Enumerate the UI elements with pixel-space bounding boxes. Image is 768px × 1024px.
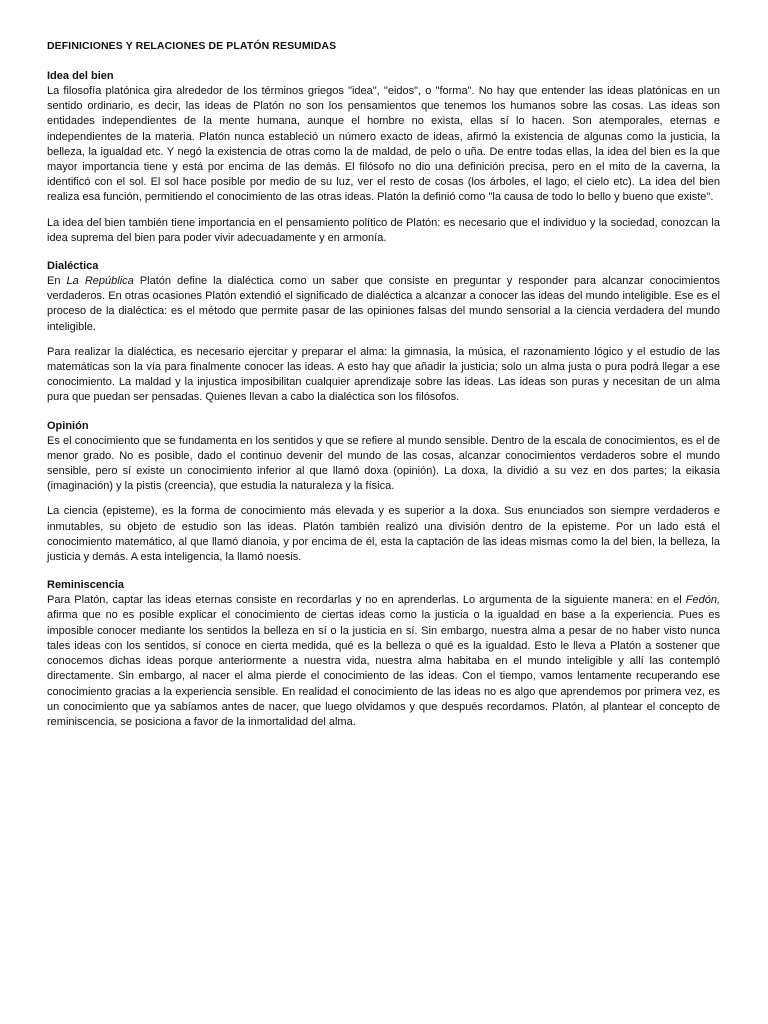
paragraph-text: En [47, 275, 67, 288]
section-reminiscencia [47, 579, 720, 730]
section-idea-del-bien [47, 70, 720, 246]
paragraph: Es el conocimiento que se fundamenta en los sentidos y que se refiere al mundo sensible. Dentro de la escala de conocimientos, es el de menor grado. No es posible, dado el continuo devenir del mundo de las cosas, alcanzar conocimientos verdaderos sobre el mundo sensible, pero sí existe un conocimiento inferior al que llamó doxa (opinión). La doxa, la dividió a su vez en dos partes; la eikasia (imaginación) y la pistis (creencia), que estudia la naturaleza y la física. [47, 434, 720, 493]
section-heading: Dialéctica [47, 260, 99, 273]
paragraph-text: Platón define la dialéctica como un saber que consiste en preguntar y responder para alcanzar conocimientos verdaderos. En otras ocasiones Platón extendió el significado de dialéctica a alcanzar a conocer las ideas del mundo inteligible. Ese es el proceso de la dialéctica: es el método que permite pasar de las opiniones falsas del mundo sensorial a la ciencia verdadera del mundo inteligible. [47, 275, 721, 333]
paragraph: Para realizar la dialéctica, es necesario ejercitar y preparar el alma: la gimnasia, la música, el razonamiento lógico y el estudio de las matemáticas son la vía para finalmente conocer las ideas. A esto hay que añadir la justicia; solo un alma justa o pura podrá llegar a ese conocimiento. La maldad y la injustica imposibilitan cualquier aprendizaje sobre las ideas. Las ideas son puras y necesitan de un alma pura que puedan ser pensadas. Quienes llevan a cabo la dialéctica son los filósofos. [47, 345, 720, 404]
book-title: Fedón, [685, 594, 720, 607]
paragraph-text: Para Platón, captar las ideas eternas consiste en recordarlas y no en aprenderlas. Lo argumenta de la siguiente manera: en el [47, 594, 686, 607]
paragraph [47, 593, 720, 730]
paragraph-text: afirma que no es posible explicar el conocimiento de ciertas ideas como la justicia o la igualdad en base a la experiencia. Pues es imposible conocer mediante los sentidos la belleza en sí o la justicia en sí. Sin embargo, nuestra alma a pesar de no haber visto nunca tales ideas con los sentidos, sí conoce en cierta medida, qué es la belleza o qué es la igualdad. Esto le lleva a Platón a sostener que conocemos dichas ideas porque anteriormente a nuestra vida, nuestra alma habitaba en el mundo inteligible y allí las contempló directamente. Sin embargo, al nacer el alma pierde el conocimiento de las ideas. Con el tiempo, vamos lentamente recuperando ese conocimiento gracias a la experiencia sensible. En realidad el conocimiento de las ideas no es algo que aprendemos por primera vez, es un conocimiento que ya sabíamos antes de nacer, que luego olvidamos y que después recordamos. Platón, al plantear el concepto de reminiscencia, se posiciona a favor de la inmortalidad del alma. [47, 609, 720, 728]
paragraph [47, 274, 720, 335]
book-title: La República [66, 275, 134, 288]
section-heading: Idea del bien [47, 70, 114, 82]
section-dialectica [47, 260, 720, 406]
paragraph: La idea del bien también tiene importancia en el pensamiento político de Platón: es necesario que el individuo y la sociedad, conozcan la idea suprema del bien para poder vivir adecuadamente y en armonía. [47, 216, 720, 244]
paragraph: La filosofía platónica gira alrededor de los términos griegos "idea", "eidos", o "forma". No hay que entender las ideas platónicas en un sentido ordinario, es decir, las ideas de Platón no son los pensamientos que tenemos los humanos sobre las cosas. Las ideas son entidades independientes de la mente humana, aunque el hombre no exista, ellas sí lo hacen. Son atemporales, eternas e independientes de la materia. Platón nunca estableció un número exacto de ideas, afirmó la existencia de algunas como la justicia, la belleza, la igualdad etc. Y negó la existencia de otras como la de maldad, de pelo o uña. De entre todas ellas, la idea del bien es la que mayor importancia tiene y está por encima de las demás. El filósofo no dio una definición precisa, pero en el mito de la caverna, la identificó con el sol. El sol hace posible por medio de su luz, ver el resto de cosas (los árboles, el lago, el cielo etc). La idea del bien realiza esa función, permitiendo el conocimiento de las otras ideas. Platón la definió como "la causa de todo lo bello y bueno que existe". [47, 85, 720, 204]
section-heading: Opinión [47, 419, 89, 432]
document-title: DEFINICIONES Y RELACIONES DE PLATÓN RESUMIDAS [47, 40, 337, 52]
section-opinion [47, 420, 720, 566]
section-heading: Reminiscencia [47, 579, 125, 592]
paragraph: La ciencia (episteme), es la forma de conocimiento más elevada y es superior a la doxa. Sus enunciados son siempre verdaderos e inmutables, su objeto de estudio son las ideas. Platón también realizó una división dentro de la episteme. Por un lado está el conocimiento matemático, al que llamó dianoia, y por encima de él, esta la captación de las ideas mismas como la del bien, la belleza, la justicia y demás. A esta inteligencia, la llamó noesis. [47, 505, 720, 564]
